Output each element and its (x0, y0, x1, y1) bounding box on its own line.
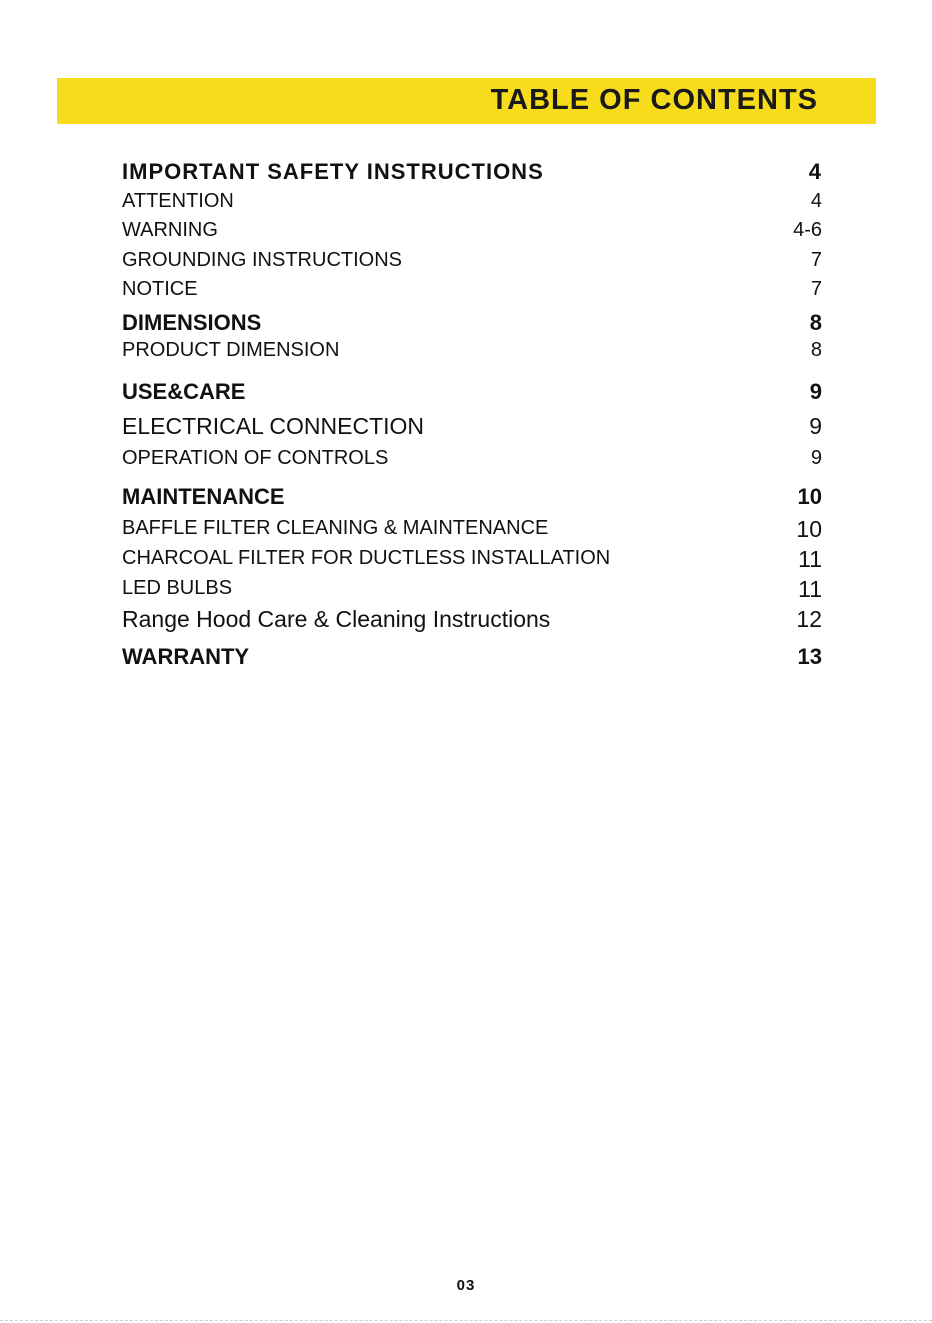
toc-label: MAINTENANCE (122, 484, 285, 509)
toc-label: Range Hood Care & Cleaning Instructions (122, 606, 551, 632)
title-banner (57, 78, 876, 124)
toc-page: 9 (810, 447, 822, 469)
toc-page: 4-6 (793, 219, 822, 241)
toc-label: CHARCOAL FILTER FOR DUCTLESS INSTALLATION (122, 547, 611, 569)
bottom-rule (0, 1320, 932, 1321)
toc-page: 4 (808, 159, 822, 184)
toc-page: 8 (809, 310, 822, 335)
toc-page: 12 (796, 606, 822, 632)
toc-label: LED BULBS (122, 577, 233, 599)
toc-page: 4 (810, 190, 822, 212)
page-number: 03 (456, 1277, 476, 1294)
toc-label: PRODUCT DIMENSION (122, 339, 340, 361)
toc-page: 11 (798, 576, 822, 602)
toc-label: OPERATION OF CONTROLS (122, 447, 389, 469)
toc-page: 11 (798, 546, 822, 572)
toc-label: WARNING (122, 219, 218, 241)
toc-page: 8 (810, 339, 822, 361)
toc-label: USE&CARE (122, 379, 246, 404)
toc-label: BAFFLE FILTER CLEANING & MAINTENANCE (122, 517, 549, 539)
toc-label: IMPORTANT SAFETY INSTRUCTIONS (122, 159, 544, 184)
toc-page: 9 (809, 379, 822, 404)
toc-label: ELECTRICAL CONNECTION (122, 413, 425, 439)
toc-page: 7 (810, 249, 822, 271)
toc-page: 13 (797, 644, 822, 669)
toc-label: ATTENTION (122, 190, 234, 212)
toc-label: DIMENSIONS (122, 310, 262, 335)
toc-page: 10 (796, 516, 822, 542)
toc-label: WARRANTY (122, 644, 250, 669)
toc-page: 7 (810, 278, 822, 300)
page-title: TABLE OF CONTENTS (490, 84, 818, 116)
toc-label: GROUNDING INSTRUCTIONS (122, 249, 402, 271)
toc-label: NOTICE (122, 278, 198, 300)
toc-page: 9 (809, 413, 822, 439)
toc-page: 10 (797, 484, 822, 509)
